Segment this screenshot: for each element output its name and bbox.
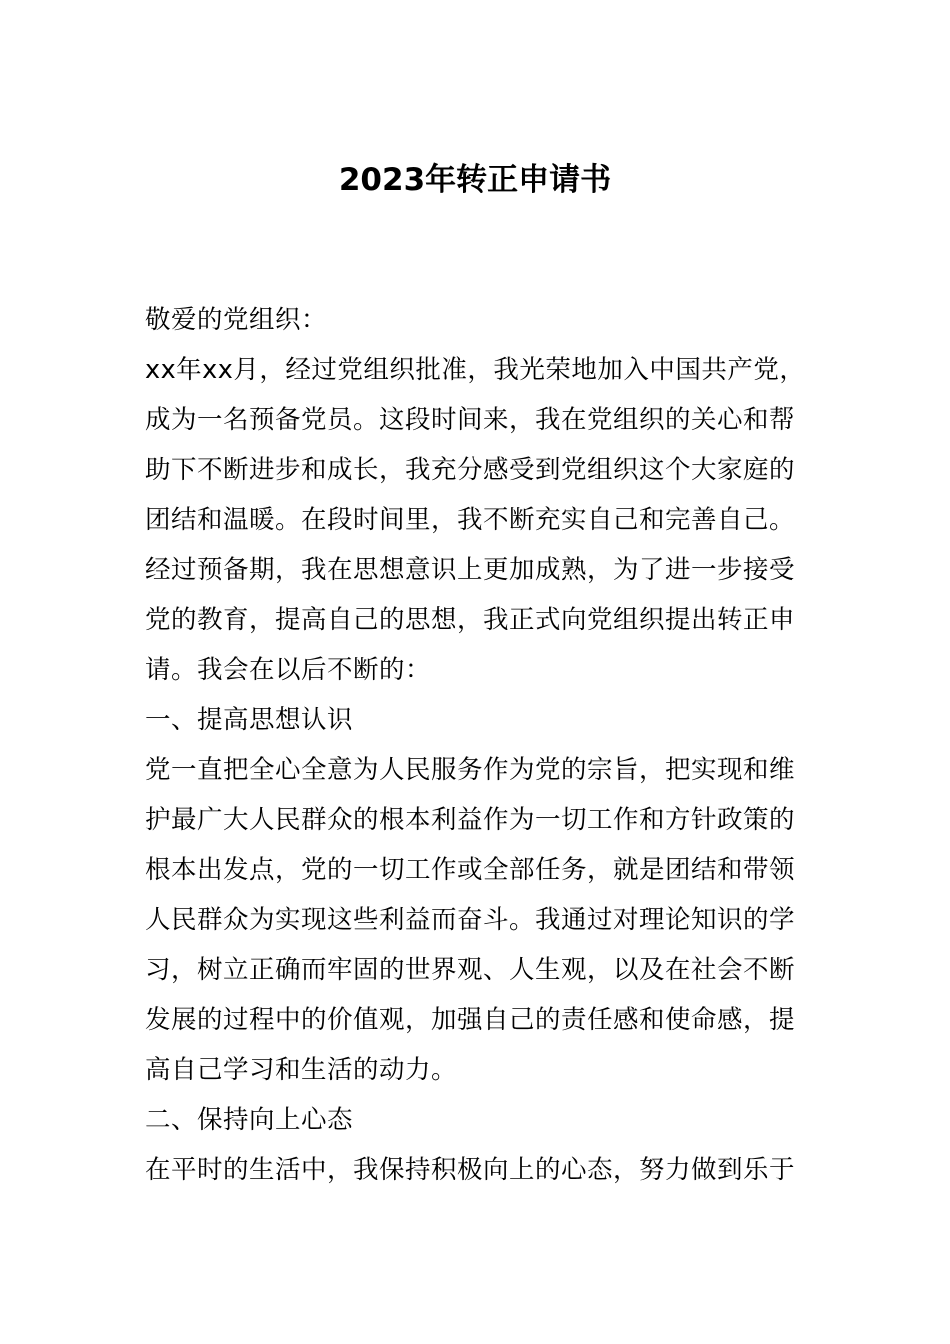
paragraph-line: 团结和温暖。在段时间里，我不断充实自己和完善自己。 (145, 505, 796, 535)
paragraph-line: 高自己学习和生活的动力。 (145, 1055, 458, 1085)
paragraph-line: 请。我会在以后不断的： (145, 655, 432, 685)
document-body (145, 295, 825, 1195)
paragraph-line: 助下不断进步和成长，我充分感受到党组织这个大家庭的 (145, 455, 796, 485)
section-heading-2: 二、保持向上心态 (145, 1105, 354, 1135)
paragraph-line: 在平时的生活中，我保持积极向上的心态，努力做到乐于 (145, 1155, 796, 1185)
salutation: 敬爱的党组织： (145, 305, 328, 335)
paragraph-line: 党的教育，提高自己的思想，我正式向党组织提出转正申 (145, 605, 796, 635)
document-title: 2023年转正申请书 (338, 162, 612, 198)
paragraph-line: 习，树立正确而牢固的世界观、人生观，以及在社会不断 (145, 955, 796, 985)
paragraph-line: 成为一名预备党员。这段时间来，我在党组织的关心和帮 (145, 405, 796, 435)
paragraph-line: xx年xx月，经过党组织批准，我光荣地加入中国共产党， (145, 355, 806, 385)
paragraph-line: 人民群众为实现这些利益而奋斗。我通过对理论知识的学 (145, 905, 796, 935)
paragraph-line: 党一直把全心全意为人民服务作为党的宗旨，把实现和维 (145, 755, 796, 785)
paragraph-line: 经过预备期，我在思想意识上更加成熟，为了进一步接受 (145, 555, 796, 585)
paragraph-line: 护最广大人民群众的根本利益作为一切工作和方针政策的 (145, 805, 796, 835)
paragraph-line: 根本出发点，党的一切工作或全部任务，就是团结和带领 (145, 855, 796, 885)
section-heading-1: 一、提高思想认识 (145, 705, 354, 735)
paragraph-line: 发展的过程中的价值观，加强自己的责任感和使命感，提 (145, 1005, 796, 1035)
